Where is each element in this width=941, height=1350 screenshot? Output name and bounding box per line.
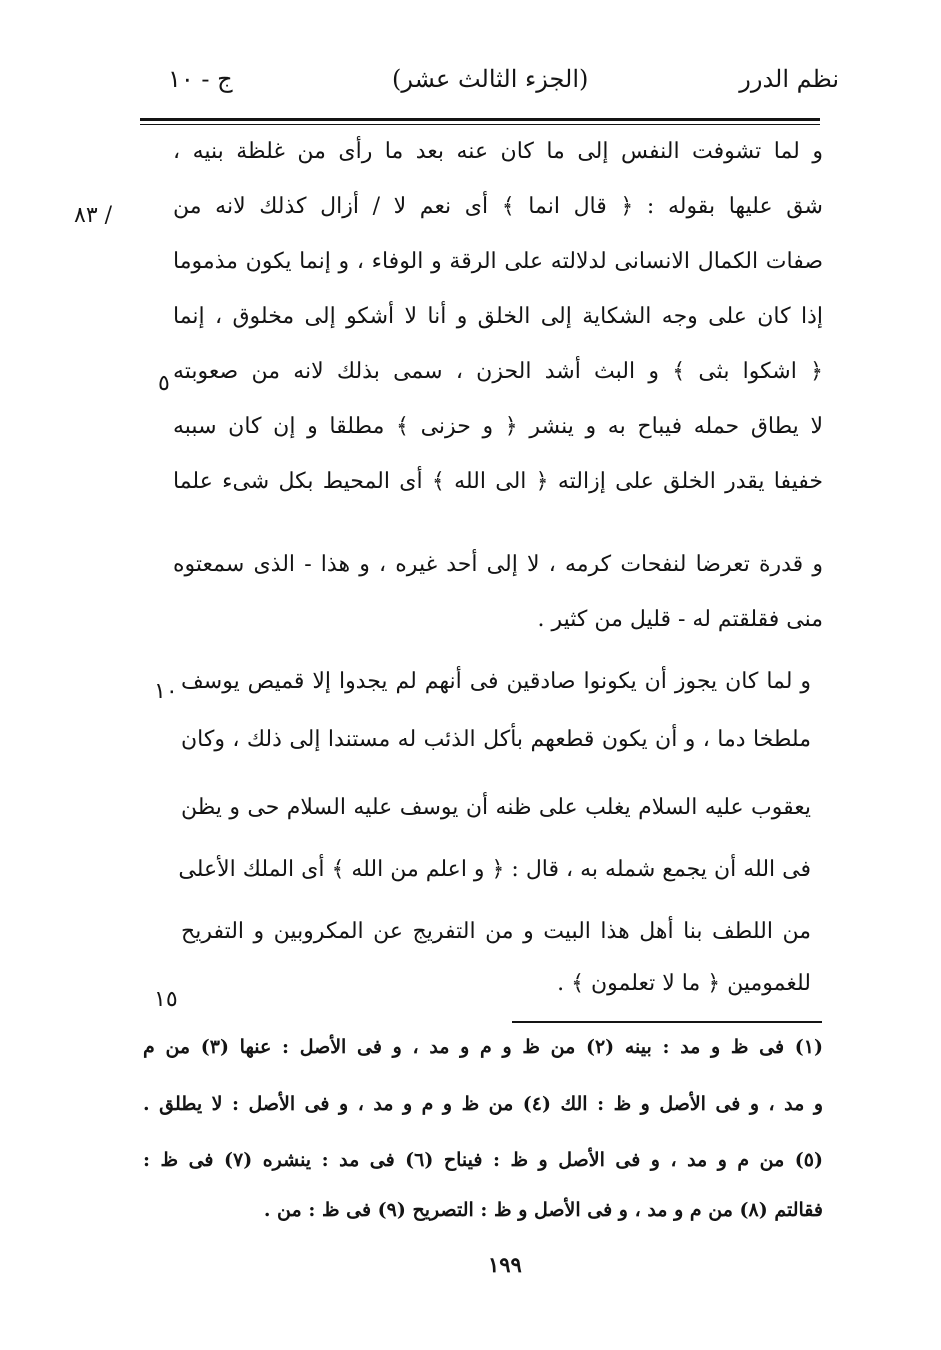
footnote-line: فقالتم (٨) من م و مد ، و فى الأصل و ظ : التصريح (٩) فى ظ : من . [263, 1199, 823, 1221]
text-line: من اللطف بنا أهل هذا البيت و من التفريج عن المكروبين و التفريح [181, 919, 811, 944]
header-rule [140, 118, 820, 121]
footnote-rule [512, 1021, 822, 1023]
header-rule-thin [140, 124, 820, 125]
margin-page-reference: / ٨٣ [74, 203, 113, 228]
text-line: لا يطاق حمله فيباح به و ينشر ﴿ و حزنى ﴾ مطلقا و إن كان سببه [173, 414, 823, 439]
text-line: ملطخا دما ، و أن يكون قطعهم بأكل الذئب له مستندا إلى ذلك ، وكان [181, 727, 811, 752]
text-line: و لما كان يجوز أن يكونوا صادقين فى أنهم لم يجدوا إلا قميص يوسف [181, 669, 811, 694]
footnote-line: (١) فى ظ و مد : بينه (٢) من ظ و م و مد ، و فى الأصل : عنها (٣) من م [143, 1036, 823, 1058]
text-line: خفيفا يقدر الخلق على إزالته ﴿ الى الله ﴾ أى المحيط بكل شىء علما [173, 469, 823, 494]
part-label: (الجزء الثالث عشر) [392, 65, 589, 93]
text-line: منى فقلقتم له - قليل من كثير . [537, 607, 823, 632]
text-line: يعقوب عليه السلام يغلب على ظنه أن يوسف عليه السلام حى و يظن [181, 795, 811, 820]
text-line: ﴿ اشكوا بثى ﴾ و البث أشد الحزن ، سمى بذلك لانه من صعوبته [173, 359, 823, 384]
line-number: ٥ [158, 371, 170, 396]
text-line: و قدرة تعرضا لنفحات كرمه ، لا إلى أحد غيره ، و هذا - الذى سمعتوه [173, 552, 823, 577]
running-title: نظم الدرر [739, 65, 839, 93]
text-line: شق عليها بقوله : ﴿ قال انما ﴾ أى نعم لا / أزال كذلك لانه من [173, 194, 823, 219]
page-number: ١٩٩ [488, 1252, 522, 1277]
text-line: صفات الكمال الانسانى لدلالته على الرقة و الوفاء ، و إنما يكون مذموما [173, 249, 823, 274]
text-line: إذا كان على وجه الشكاية إلى الخلق و أنا لا أشكو إلى مخلوق ، إنما [173, 304, 823, 329]
volume-label: ج - ١٠ [168, 65, 233, 93]
text-line: فى الله أن يجمع شمله به ، قال : ﴿ و اعلم من الله ﴾ أى الملك الأعلى [178, 857, 811, 882]
line-number: ١٥ [154, 987, 178, 1012]
footnote-line: و مد ، و فى الأصل و ظ : الك (٤) من ظ و م و مد ، و فى الأصل : لا يطلق . [143, 1093, 823, 1115]
footnote-line: (٥) من م و مد ، و فى الأصل و ظ : فيناح (٦) فى مد : ينشره (٧) فى ظ : [143, 1149, 823, 1171]
line-number: ١٠ [154, 679, 178, 704]
text-line: للغمومين ﴿ ما لا تعلمون ﴾ . [557, 971, 811, 996]
text-line: و لما تشوفت النفس إلى ما كان عنه بعد ما رأى من غلظة بنيه ، [173, 139, 823, 164]
